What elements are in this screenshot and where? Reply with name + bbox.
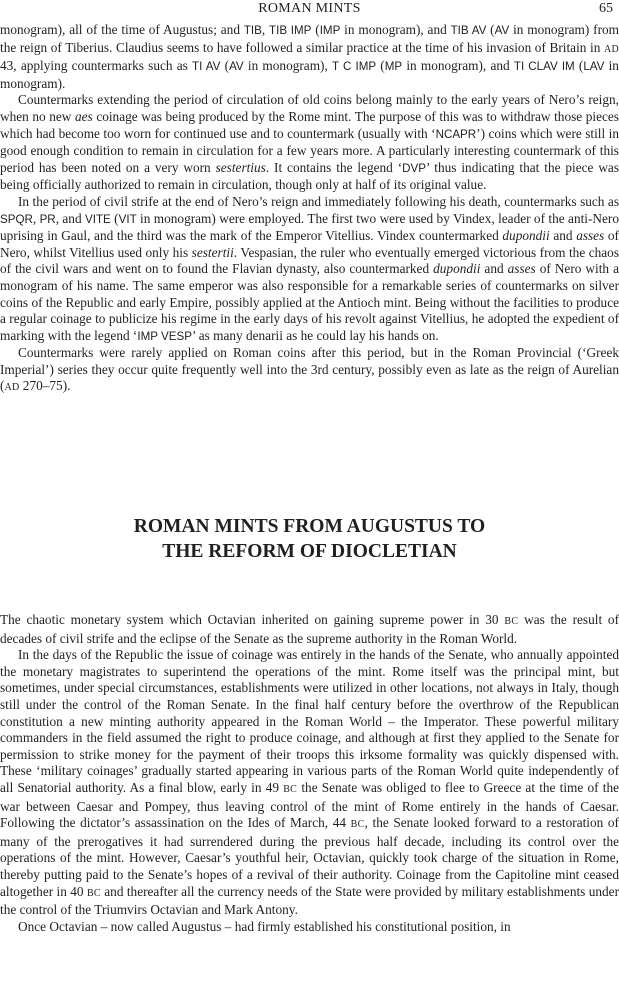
paragraph: monogram), all of the time of Augustus; and TIB, TIB IMP (IMP in monogram), and TIB AV (AV in monogram) from the reign of Tiberius. Claudius seems to have followed a similar practice at the time of his invasion of Britain in AD 43, applying countermarks such as TI AV (AV in monogram), T C IMP (MP in monogram), and TI CLAV IM (LAV in monogram). (0, 22, 619, 91)
italic-term: asses (576, 228, 605, 244)
countermark-legend: VIT (118, 212, 137, 226)
countermark-legend: SPQR (0, 212, 33, 226)
countermark-legend: TI AV (192, 60, 221, 74)
countermark-legend: DVP (402, 161, 426, 175)
countermark-legend: LAV (583, 60, 605, 74)
paragraph: The chaotic monetary system which Octavian inherited on gaining supreme power in 30 BC was the result of decades of civil strife and the eclipse of the Senate as the supreme authority in the Roman World. (0, 612, 619, 646)
countermark-legend: IMP VESP (137, 329, 192, 343)
era-abbreviation: AD (4, 382, 20, 394)
countermark-legend: T C IMP (332, 60, 377, 74)
paragraph: Countermarks were rarely applied on Roman coins after this period, but in the Roman Provincial (‘Greek Imperial’) series they occur quite frequently well into the 3rd century, possibly even as late as the reign of Aurelian (AD 270–75). (0, 345, 619, 394)
countermark-legend: IMP (319, 24, 341, 37)
body-text-bottom (0, 612, 619, 935)
paragraph: In the days of the Republic the issue of coinage was entirely in the hands of the Senate, who annually appointed the monetary magistrates to superintend the operations of the mint. Rome itself was the principal mint, but sometimes, under special circumstances, establishments were utilized in other locations, not always in Italy, though still under the control of the Roman Senate. In the final half century before the overthrow of the Republican constitution a new minting authority appeared in the Roman World – the Imperator. These powerful military commanders in the field assumed the right to produce coinage, and although at first they applied to the Senate for permission to strike money for the payment of their troops this irksome formality was quickly dispensed with. These ‘military coinages’ gradually started appearing in various parts of the Roman World quite independently of all Senatorial authority. As a final blow, early in 49 BC the Senate was obliged to flee to Greece at the time of the war between Caesar and Pompey, thus leaving control of the mint of Rome entirely in the hands of Caesar. Following the dictator’s assassination on the Ides of March, 44 BC, the Senate looked forward to a restoration of many of the prerogatives it had surrendered during the previous half decade, including its control over the operations of the mint. However, Caesar’s youthful heir, Octavian, quickly took charge of the situation in Rome, thereby putting paid to the Senate’s hopes of a revival of their authority. Coinage from the Capitoline mint ceased altogether in 40 BC and thereafter all the currency needs of the State were provided by military establishments under the control of the Triumvirs Octavian and Mark Antony. (0, 647, 619, 918)
page-number: 65 (599, 1, 613, 16)
era-abbreviation: BC (504, 616, 519, 627)
body-text-top (0, 22, 619, 397)
countermark-legend: TIB IMP (269, 24, 312, 37)
italic-term: sestertius (215, 159, 266, 175)
italic-term: sestertii (191, 244, 234, 260)
page-header (0, 0, 619, 20)
countermark-legend: NCAPR (435, 127, 477, 141)
section-heading (0, 514, 619, 564)
countermark-legend: TI CLAV IM (513, 60, 575, 74)
countermark-legend: AV (494, 24, 510, 37)
italic-term: dupondii (433, 261, 481, 277)
era-abbreviation: BC (350, 819, 365, 831)
paragraph: In the period of civil strife at the end of Nero’s reign and immediately following his death, countermarks such as SPQR, PR, and VITE (VIT in monogram) were employed. The first two were used by Vindex, leader of the anti-Nero uprising in Gaul, and the third was the mark of the Emperor Vitellius. Vindex countermarked dupondii and asses of Nero, whilst Vitellius used only his sestertii. Vespasian, the ruler who eventually emerged victorious from the chaos of the civil wars and went on to found the Flavian dynasty, also countermarked dupondii and asses of Nero with a monogram of his name. The same emperor was also responsible for a remarkable series of countermarks on silver coins of the Republic and early Empire, possibly applied at the Antioch mint. Being without the facilities to produce a regular coinage to publicize his regime in the early days of his revolt against Vitellius, he adopted the expedient of marking with the legend ‘IMP VESP’ as many denarii as he could lay his hands on. (0, 193, 619, 343)
section-heading-line: THE REFORM OF DIOCLETIAN (162, 541, 457, 562)
era-abbreviation: BC (86, 887, 101, 899)
era-abbreviation: BC (283, 783, 298, 795)
running-head: ROMAN MINTS (258, 1, 361, 16)
countermark-legend: AV (229, 60, 244, 74)
paragraph: Countermarks extending the period of circulation of old coins belong mainly to the early years of Nero’s reign, when no new aes coinage was being produced by the Rome mint. The purpose of this was to withdraw those pieces which had become too worn for continued use and to countermark (usually with ‘NCAPR’) coins which were still in good enough condition to remain in circulation for a few years more. A particularly interesting countermark of this period has been noted on a very worn sestertius. It contains the legend ‘DVP’ thus indicating that the piece was being officially authorized to remain in circulation, though only at half of its original value. (0, 92, 619, 193)
italic-term: dupondii (502, 228, 550, 244)
italic-term: aes (75, 108, 93, 124)
paragraph: Once Octavian – now called Augustus – had firmly established his constitutional position, in (18, 918, 511, 934)
countermark-legend: VITE (85, 212, 111, 226)
countermark-legend: MP (384, 60, 403, 74)
countermark-legend: TIB AV (450, 24, 487, 37)
countermark-legend: TIB (243, 24, 262, 37)
countermark-legend: PR (39, 212, 56, 226)
era-abbreviation: AD (603, 43, 619, 55)
section-heading-line: ROMAN MINTS FROM AUGUSTUS TO (133, 516, 486, 537)
italic-term: asses (507, 261, 536, 277)
